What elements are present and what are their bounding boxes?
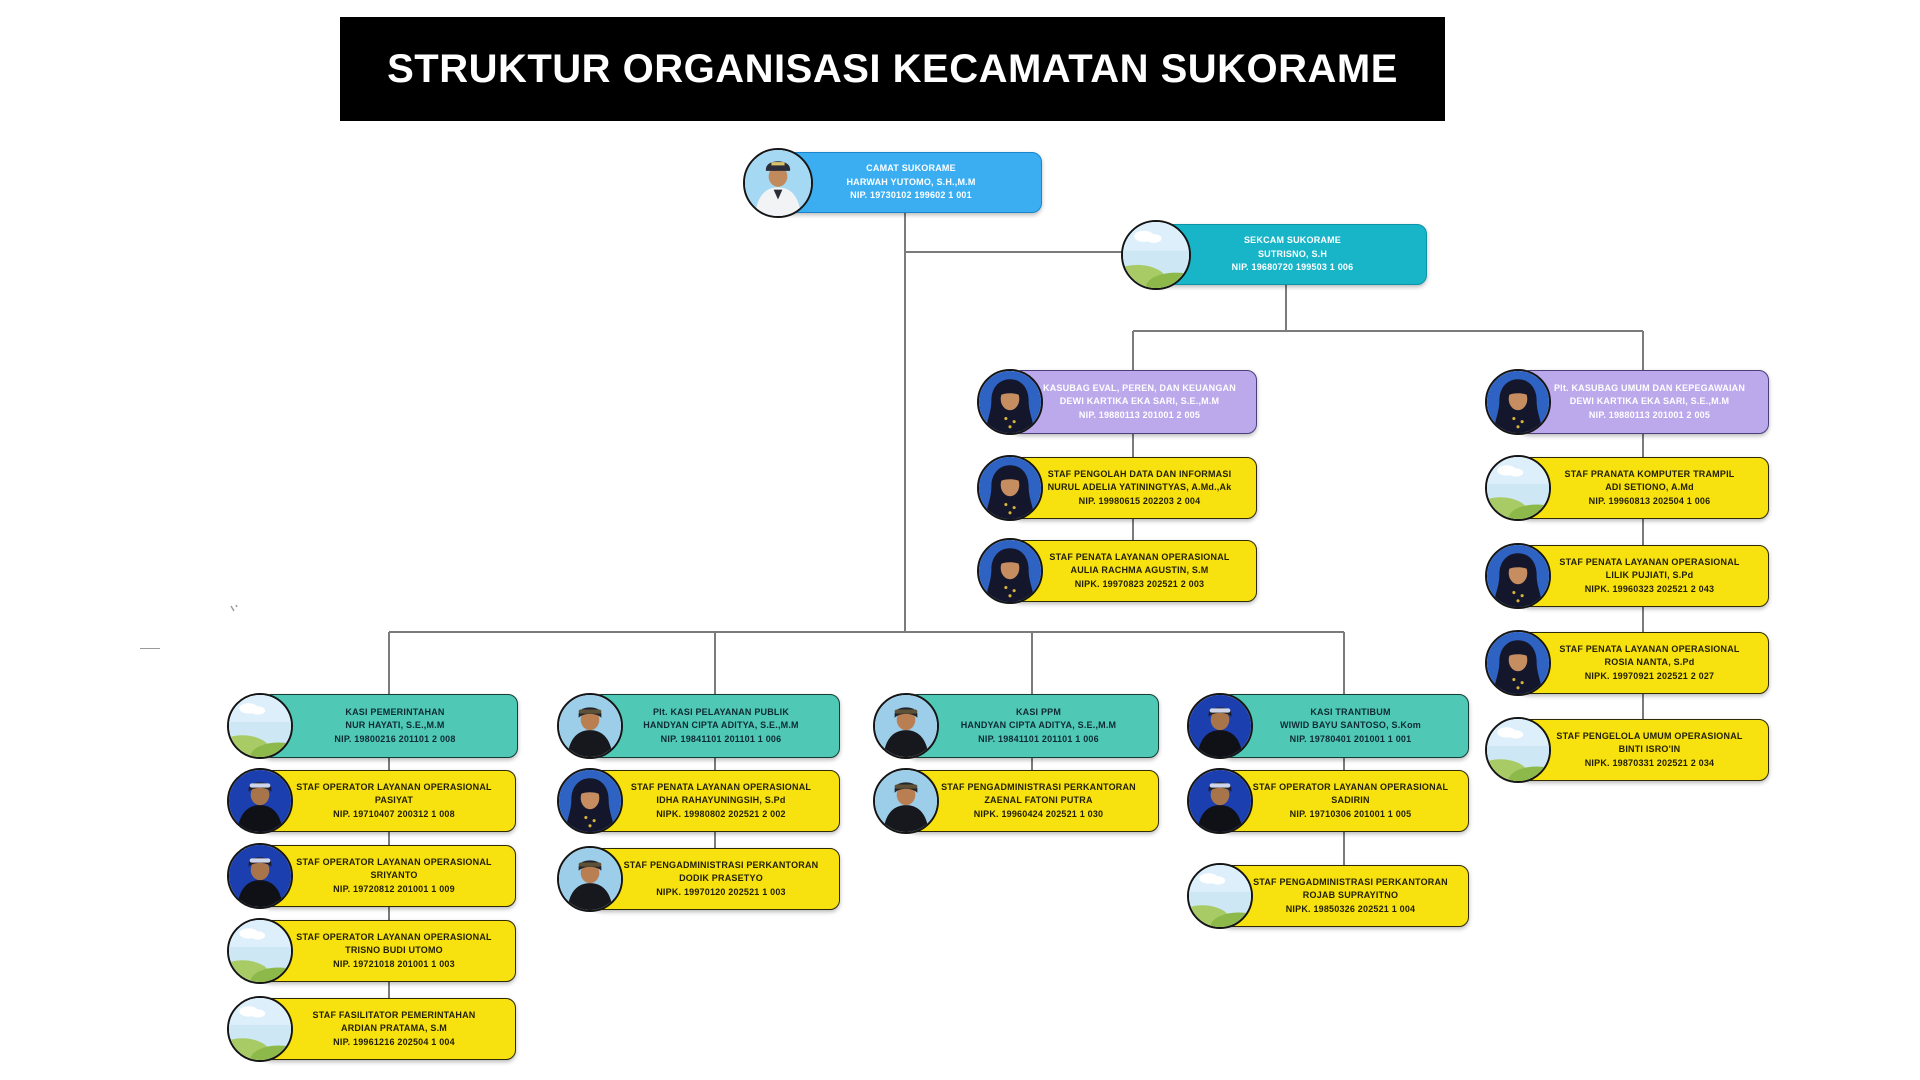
node-text	[263, 856, 515, 897]
node-nip: NIP. 19800216 201101 2 008	[334, 733, 456, 744]
org-node-staf_b4	[1520, 719, 1769, 781]
node-nip: NIP. 19780401 201001 1 001	[1289, 733, 1412, 744]
node-text	[1521, 382, 1768, 423]
female-hijab-photo	[977, 538, 1043, 604]
node-person-name: SRIYANTO	[370, 870, 418, 881]
male-blangkon-photo	[873, 693, 939, 759]
male-blue-photo	[1187, 693, 1253, 759]
node-role: STAF PENATA LAYANAN OPERASIONAL	[1559, 556, 1740, 567]
node-text	[1013, 468, 1256, 509]
node-person-name: DEWI KARTIKA EKA SARI, S.E.,M.M	[1569, 396, 1730, 407]
node-person-name: HARWAH YUTOMO, S.H.,M.M	[846, 176, 976, 187]
node-nip: NIP. 19960813 202504 1 006	[1588, 495, 1711, 506]
node-role: KASI PEMERINTAHAN	[345, 706, 445, 717]
title-banner	[340, 17, 1445, 121]
node-role: Plt. KASI PELAYANAN PUBLIK	[652, 706, 790, 717]
node-text	[263, 931, 515, 972]
node-nip: NIP. 19720812 201001 1 009	[333, 883, 455, 894]
node-person-name: SADIRIN	[1331, 795, 1370, 806]
node-nip: NIP. 19710407 200312 1 008	[333, 808, 455, 819]
node-role: STAF PENGELOLA UMUM OPERASIONAL	[1556, 730, 1743, 741]
node-nip: NIPK. 19970120 202521 1 003	[656, 886, 786, 897]
node-nip: NIP. 19721018 201001 1 003	[333, 958, 455, 969]
org-node-staf_c1c	[262, 920, 516, 982]
male-blangkon-photo	[557, 693, 623, 759]
node-role: STAF OPERATOR LAYANAN OPERASIONAL	[296, 781, 492, 792]
org-node-staf_a1	[1012, 457, 1257, 519]
node-text	[909, 781, 1158, 822]
node-role: STAF PENATA LAYANAN OPERASIONAL	[1049, 551, 1230, 562]
org-node-staf_b2	[1520, 545, 1769, 607]
node-person-name: BINTI ISRO'IN	[1618, 744, 1681, 755]
node-text	[1223, 876, 1468, 917]
org-node-staf_c4b	[1222, 865, 1469, 927]
female-hijab-photo	[557, 768, 623, 834]
male-blue-photo	[227, 768, 293, 834]
node-role: STAF PENGADMINISTRASI PERKANTORAN	[941, 781, 1136, 792]
org-node-staf_c1d	[262, 998, 516, 1060]
landscape-photo	[227, 996, 293, 1062]
org-node-kasubag_umum	[1520, 370, 1769, 434]
node-person-name: ADI SETIONO, A.Md	[1605, 482, 1694, 493]
node-role: STAF OPERATOR LAYANAN OPERASIONAL	[296, 856, 492, 867]
node-role: STAF PENGADMINISTRASI PERKANTORAN	[1253, 876, 1448, 887]
node-role: STAF PENGOLAH DATA DAN INFORMASI	[1047, 468, 1232, 479]
node-text	[263, 706, 517, 747]
stray-mark-dash	[140, 648, 160, 649]
node-person-name: HANDYAN CIPTA ADITYA, S.E.,M.M	[960, 720, 1117, 731]
node-role: KASI PPM	[1015, 706, 1062, 717]
female-hijab-photo	[977, 369, 1043, 435]
org-node-kasi_pemerintahan	[262, 694, 518, 758]
female-hijab-photo	[1485, 543, 1551, 609]
node-person-name: DEWI KARTIKA EKA SARI, S.E.,M.M	[1059, 396, 1220, 407]
node-role: STAF OPERATOR LAYANAN OPERASIONAL	[1252, 781, 1449, 792]
org-node-kasubag_eval	[1012, 370, 1257, 434]
node-nip: NIP. 19680720 199503 1 006	[1231, 262, 1354, 273]
org-node-kasi_trantibum	[1222, 694, 1469, 758]
node-text	[1521, 556, 1768, 597]
node-text	[1013, 551, 1256, 592]
node-person-name: ROSIA NANTA, S.Pd	[1604, 657, 1695, 668]
org-node-staf_c3a	[908, 770, 1159, 832]
org-node-camat	[770, 152, 1042, 213]
node-text	[1013, 382, 1256, 423]
node-text	[593, 706, 839, 747]
node-person-name: PASIYAT	[374, 795, 414, 806]
female-hijab-photo	[1485, 630, 1551, 696]
landscape-photo	[1485, 717, 1551, 783]
org-node-sekcam	[1148, 224, 1427, 285]
node-nip: NIPK. 19980802 202521 2 002	[656, 808, 786, 819]
org-node-staf_b1	[1520, 457, 1769, 519]
org-node-staf_c1a	[262, 770, 516, 832]
node-nip: NIP. 19961216 202504 1 004	[333, 1036, 455, 1047]
landscape-photo	[1485, 455, 1551, 521]
node-role: Plt. KASUBAG UMUM DAN KEPEGAWAIAN	[1553, 382, 1746, 393]
node-person-name: LILIK PUJIATI, S.Pd	[1605, 570, 1694, 581]
node-nip: NIPK. 19970823 202521 2 003	[1074, 578, 1205, 589]
node-person-name: DODIK PRASETYO	[679, 873, 763, 884]
org-node-staf_c2a	[592, 770, 840, 832]
node-role: STAF PENATA LAYANAN OPERASIONAL	[1559, 643, 1740, 654]
org-node-staf_c2b	[592, 848, 840, 910]
node-person-name: TRISNO BUDI UTOMO	[345, 945, 443, 956]
node-person-name: ARDIAN PRATAMA, S.M	[341, 1023, 447, 1034]
node-person-name: WIWID BAYU SANTOSO, S.Kom	[1279, 720, 1421, 731]
node-nip: NIPK. 19870331 202521 2 034	[1584, 757, 1715, 768]
org-node-staf_a2	[1012, 540, 1257, 602]
org-node-staf_b3	[1520, 632, 1769, 694]
node-nip: NIPK. 19960424 202521 1 030	[973, 808, 1104, 819]
node-nip: NIP. 19730102 199602 1 001	[850, 190, 972, 201]
node-text	[593, 859, 839, 900]
node-role: KASI TRANTIBUM	[1310, 706, 1391, 717]
node-text	[909, 706, 1158, 747]
node-nip: NIPK. 19970921 202521 2 027	[1584, 670, 1715, 681]
org-node-staf_c4a	[1222, 770, 1469, 832]
org-node-staf_c1b	[262, 845, 516, 907]
node-role: STAF OPERATOR LAYANAN OPERASIONAL	[296, 931, 492, 942]
landscape-photo	[227, 693, 293, 759]
stray-mark-tick	[228, 602, 242, 616]
node-text	[1223, 781, 1468, 822]
node-nip: NIP. 19980615 202203 2 004	[1078, 495, 1201, 506]
page-title: STRUKTUR ORGANISASI KECAMATAN SUKORAME	[387, 46, 1398, 91]
landscape-photo	[1121, 220, 1191, 290]
female-hijab-photo	[977, 455, 1043, 521]
node-text	[263, 1009, 515, 1050]
node-nip: NIP. 19841101 201101 1 006	[660, 733, 782, 744]
male-blangkon-photo	[557, 846, 623, 912]
node-nip: NIPK. 19850326 202521 1 004	[1285, 903, 1416, 914]
node-role: STAF PRANATA KOMPUTER TRAMPIL	[1564, 468, 1735, 479]
node-person-name: ROJAB SUPRAYITNO	[1302, 890, 1399, 901]
female-hijab-photo	[1485, 369, 1551, 435]
landscape-photo	[227, 918, 293, 984]
node-nip: NIP. 19880113 201001 2 005	[1588, 409, 1711, 420]
node-role: STAF PENATA LAYANAN OPERASIONAL	[630, 781, 812, 792]
node-role: KASUBAG EVAL, PEREN, DAN KEUANGAN	[1043, 382, 1236, 393]
node-person-name: HANDYAN CIPTA ADITYA, S.E.,M.M	[643, 720, 799, 731]
node-role: STAF FASILITATOR PEMERINTAHAN	[312, 1009, 476, 1020]
node-text	[263, 781, 515, 822]
node-person-name: IDHA RAHAYUNINGSIH, S.Pd	[656, 795, 786, 806]
node-nip: NIPK. 19960323 202521 2 043	[1584, 583, 1715, 594]
node-nip: NIP. 19880113 201001 2 005	[1078, 409, 1201, 420]
node-person-name: NUR HAYATI, S.E.,M.M	[345, 720, 445, 731]
male-blue-photo	[1187, 768, 1253, 834]
node-role: SEKCAM SUKORAME	[1243, 235, 1341, 246]
male-blue-photo	[227, 843, 293, 909]
node-person-name: ZAENAL FATONI PUTRA	[984, 795, 1093, 806]
node-person-name: SUTRISNO, S.H	[1257, 248, 1328, 259]
male-uniform-photo	[743, 148, 813, 218]
node-text	[1521, 643, 1768, 684]
node-text	[1521, 468, 1768, 509]
node-text	[593, 781, 839, 822]
org-node-kasi_pelayanan	[592, 694, 840, 758]
node-nip: NIP. 19841101 201101 1 006	[978, 733, 1099, 744]
node-role: STAF PENGADMINISTRASI PERKANTORAN	[623, 859, 819, 870]
node-text	[1223, 706, 1468, 747]
node-nip: NIP. 19710306 201001 1 005	[1289, 808, 1412, 819]
node-person-name: AULIA RACHMA AGUSTIN, S.M	[1070, 565, 1209, 576]
org-node-kasi_ppm	[908, 694, 1159, 758]
node-person-name: NURUL ADELIA YATININGTYAS, A.Md.,Ak	[1047, 482, 1232, 493]
node-role: CAMAT SUKORAME	[866, 163, 956, 174]
node-text	[1521, 730, 1768, 771]
male-blangkon-photo	[873, 768, 939, 834]
landscape-photo	[1187, 863, 1253, 929]
